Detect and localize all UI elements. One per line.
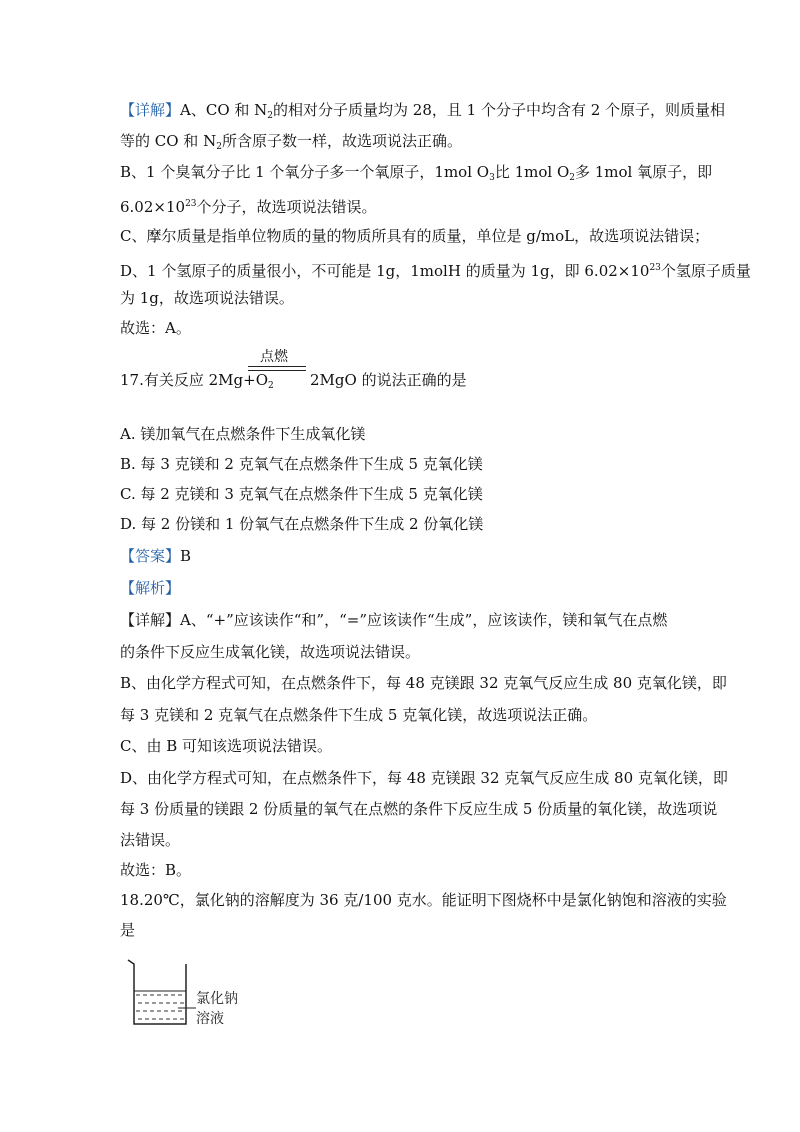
equation-bar-top [248, 366, 306, 367]
q16-d-line-1: D、1 个氢原子的质量很小，不可能是 1g，1molH 的质量为 1g，即 $6.02\times 10^{23}$个氢原子质量 [120, 262, 751, 280]
q17-d-line-3: 法错误。 [120, 831, 181, 849]
q16-b-line-2: $6.02\times 10^{23}$个分子，故选项说法错误。 [120, 198, 377, 216]
q17-answer [120, 546, 191, 566]
q17-d-line-2: 每 3 份质量的镁跟 2 份质量的氧气在点燃的条件下反应生成 5 份质量的氧化镁，故选项说 [120, 800, 718, 818]
q16-b-line-1: B、1 个臭氧分子比 1 个氧分子多一个氧原子，1mol $O_3$比 1mol $O_2$多 1mol 氧原子，即 [120, 163, 713, 183]
q17-b-line-1: B、由化学方程式可知，在点燃条件下，每 48 克镁跟 32 克氧气反应生成 80 克氧化镁，即 [120, 674, 727, 692]
beaker-label-line-2: 溶液 [196, 1011, 224, 1027]
detail-tag: 【详解】 [120, 611, 181, 629]
answer-value: B [180, 547, 192, 565]
q17-option-d: D. 每 2 份镁和 1 份氧气在点燃条件下生成 2 份氧化镁 [120, 515, 484, 533]
q17-a-line-1: 【详解】A、“+”应该读作“和”，“=”应该读作“生成”，应该读作，镁和氧气在点燃 [120, 611, 668, 629]
answer-tag: 【答案】 [120, 547, 181, 565]
q17-stem-right: 2MgO 的说法正确的是 [310, 371, 467, 389]
q16-a-line-1: 【详解】A、CO 和 $N_2$的相对分子质量均为 28，且 1 个分子中均含有 2 个原子，则质量相 [120, 101, 726, 121]
q17-option-b: B. 每 3 克镁和 2 克氧气在点燃条件下生成 5 克氧化镁 [120, 455, 483, 473]
q16-a-line-2: 等的 CO 和 $N_2$所含原子数一样，故选项说法正确。 [120, 132, 462, 152]
solution-dashes [136, 995, 184, 1019]
q18-stem-1: 18.20℃，氯化钠的溶解度为 36 克/100 克水。能证明下图烧杯中是氯化钠饱和溶液的实验 [120, 891, 727, 909]
detail-tag: 【详解】 [120, 101, 181, 119]
beaker-outline [128, 960, 186, 1024]
q17-final: 故选：B。 [120, 861, 192, 879]
q17-stem-left: 17.有关反应 $2Mg+O_2$ [120, 371, 274, 391]
q16-answer: 故选：A。 [120, 319, 191, 337]
q17-d-line-1: D、由化学方程式可知，在点燃条件下，每 48 克镁跟 32 克氧气反应生成 80 克氧化镁，即 [120, 769, 728, 787]
q18-stem-2: 是 [120, 921, 136, 939]
beaker-label-line-1: 氯化钠 [196, 991, 238, 1007]
q17-c-line: C、由 B 可知该选项说法错误。 [120, 737, 333, 755]
q17-a-line-2: 的条件下反应生成氧化镁，故选项说法错误。 [120, 643, 421, 661]
reaction-condition: 点燃 [260, 349, 288, 365]
q17-option-c: C. 每 2 克镁和 3 克氧气在点燃条件下生成 5 克氧化镁 [120, 485, 483, 503]
q16-c-line: C、摩尔质量是指单位物质的量的物质所具有的质量，单位是 g/moL，故选项说法错误； [120, 227, 710, 245]
q16-d-line-2: 为 1g，故选项说法错误。 [120, 289, 294, 307]
q17-b-line-2: 每 3 克镁和 2 克氧气在点燃条件下生成 5 克氧化镁，故选项说法正确。 [120, 706, 598, 724]
q17-option-a: A. 镁加氧气在点燃条件下生成氧化镁 [120, 425, 366, 443]
analysis-tag: 【解析】 [120, 579, 181, 597]
